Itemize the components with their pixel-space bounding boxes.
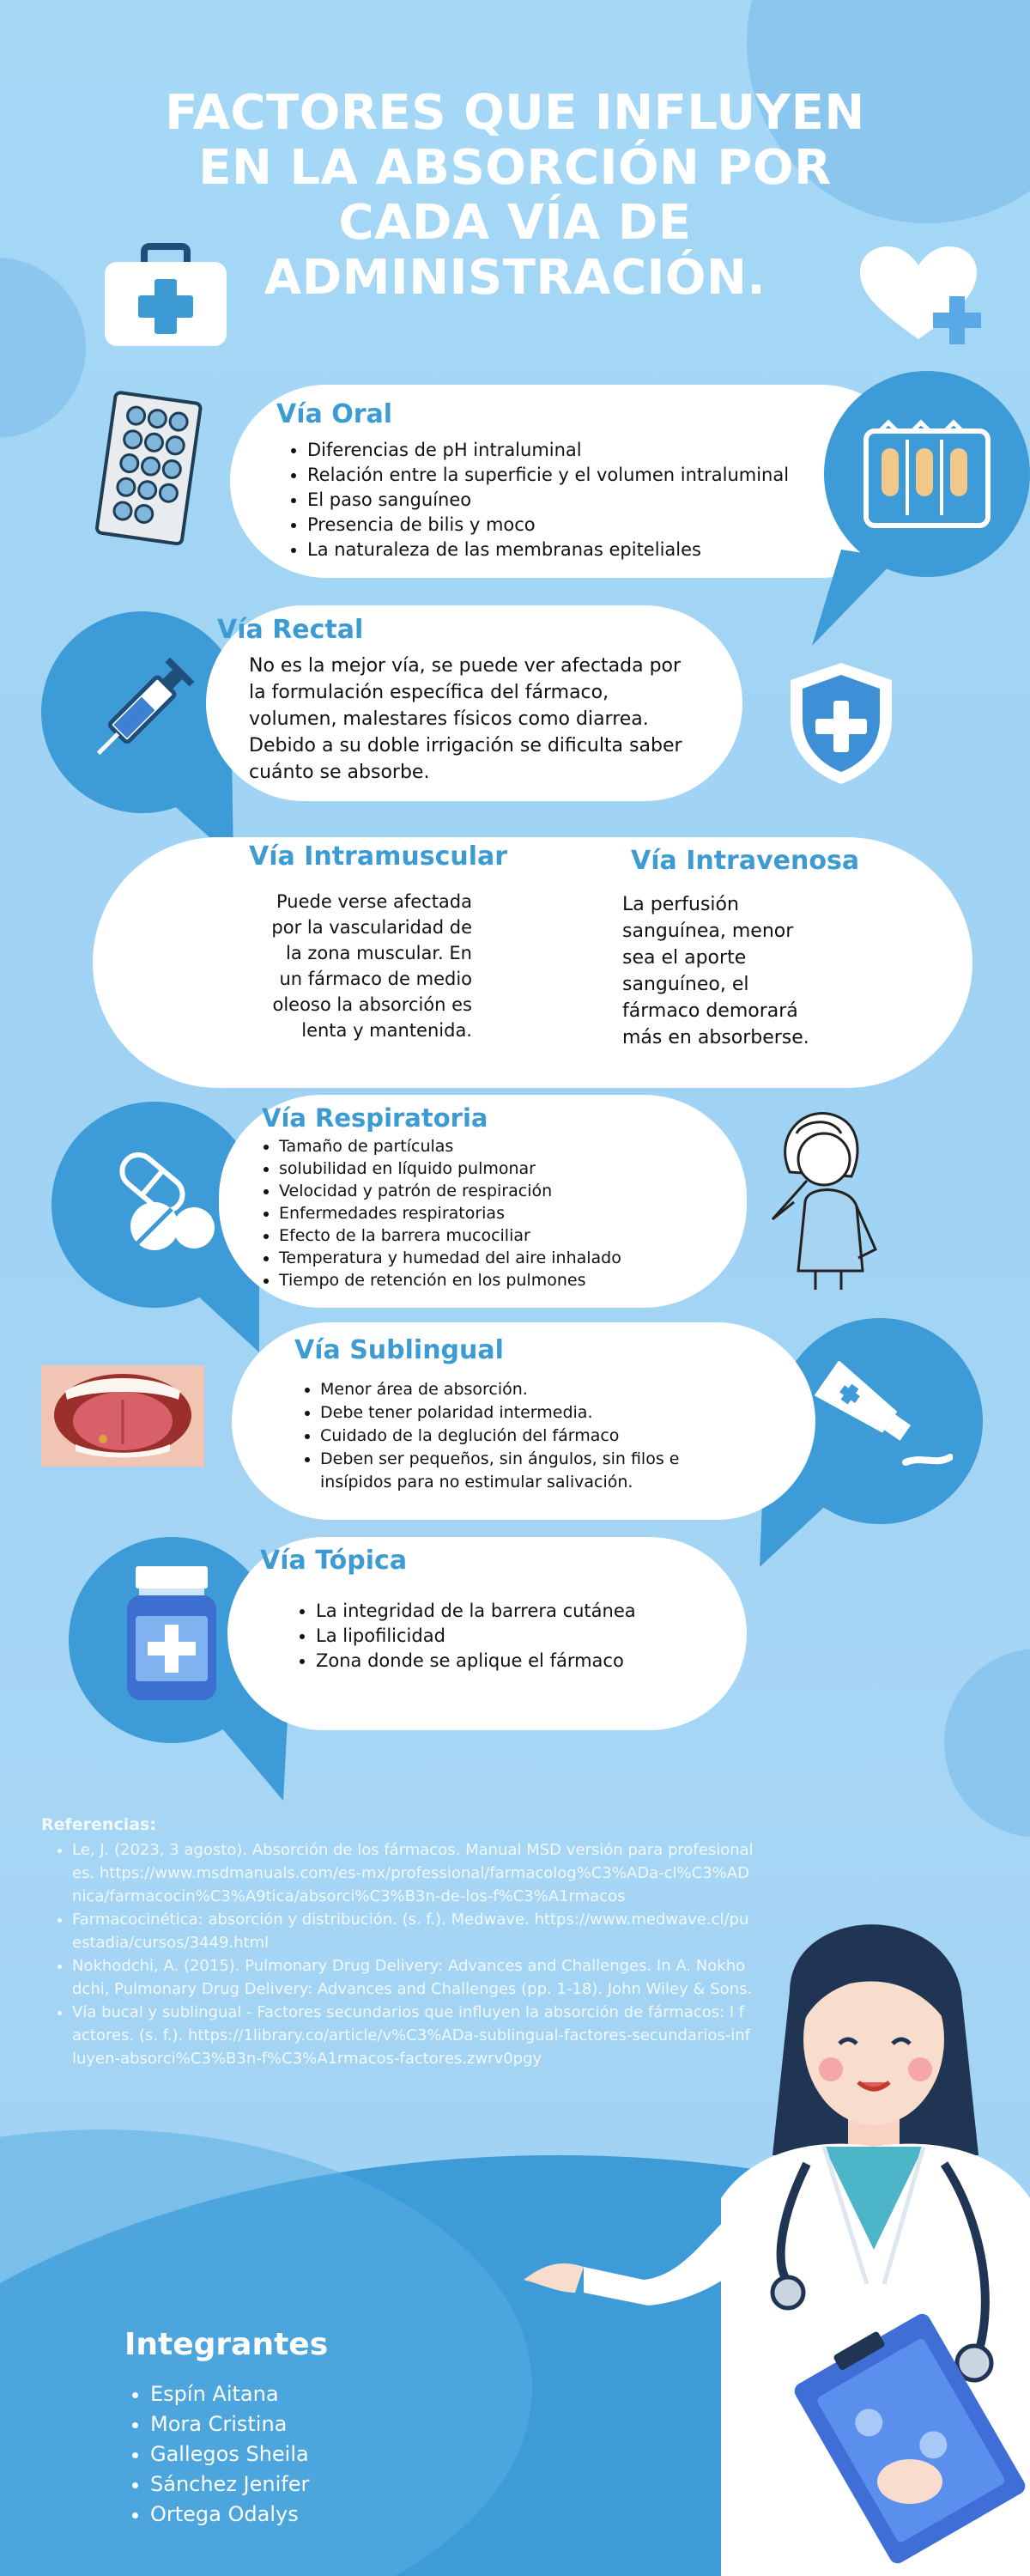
list-item: • Relación entre la superficie y el volumen intraluminal	[307, 463, 874, 488]
sublingual-heading: Vía Sublingual	[294, 1335, 504, 1365]
doctor-illustration	[464, 1889, 1030, 2576]
intravenosa-text: La perfusión sanguínea, menor sea el aporte sanguíneo, el fármaco demorará más en absorberse.	[622, 894, 809, 1048]
capsule-tablet-icon	[101, 1142, 221, 1262]
team-member: • Mora Cristina	[150, 2409, 328, 2439]
page-title: FACTORES QUE INFLUYEN EN LA ABSORCIÓN POR CADA VÍA DE ADMINISTRACIÓN.	[165, 85, 865, 306]
team-section	[124, 2327, 328, 2530]
intramuscular-text: Puede verse afectada por la vascularidad de la zona muscular. En un fármaco de medio oleoso la absorción es lenta y mantenida.	[271, 891, 472, 1041]
list-item: • Menor área de absorción.	[320, 1378, 749, 1401]
list-item: • Presencia de bilis y moco	[307, 513, 874, 538]
list-item: • Efecto de la barrera mucociliar	[279, 1224, 760, 1247]
ointment-tube-icon	[803, 1361, 953, 1473]
list-item: • Tiempo de retención en los pulmones	[279, 1269, 760, 1291]
mouth-tongue-photo	[41, 1365, 204, 1467]
syringe-icon	[73, 640, 215, 777]
team-member: • Sánchez Jenifer	[150, 2470, 328, 2500]
list-item: • solubilidad en líquido pulmonar	[279, 1157, 760, 1180]
topica-heading: Vía Tópica	[260, 1546, 408, 1576]
medicine-bottle-icon	[120, 1563, 223, 1704]
respiratoria-list	[255, 1135, 760, 1291]
rectal-heading: Vía Rectal	[217, 615, 364, 645]
oral-list	[283, 438, 874, 562]
list-item: • Velocidad y patrón de respiración	[279, 1180, 760, 1202]
pill-blister-icon	[90, 391, 210, 550]
list-item: • La naturaleza de las membranas epiteliales	[307, 538, 874, 562]
girl-coughing-illustration	[755, 1099, 888, 1292]
list-item: • Debe tener polaridad intermedia.	[320, 1401, 749, 1425]
reference-item: • Farmacocinética: absorción y distribución. (s. f.). Medwave. https://www.medwave.cl/puestadia/cursos/3449.html	[72, 1908, 754, 1954]
topica-list	[292, 1599, 728, 1674]
team-heading: Integrantes	[124, 2327, 329, 2362]
list-item: • Zona donde se aplique el fármaco	[316, 1649, 728, 1674]
list-item: • La lipofilicidad	[316, 1624, 728, 1649]
reference-item: • Le, J. (2023, 3 agosto). Absorción de los fármacos. Manual MSD versión para profesionales. https://www.msdmanuals.com/es-mx/professional/farmacolog%C3%ADa-cl%C3%ADnica/farmacocin%C3%A9tica/absorci%C3%B3n-de-los-f%C3%A1rmacos	[72, 1838, 754, 1908]
intravenosa-heading: Vía Intravenosa	[631, 846, 860, 876]
reference-item: • Vía bucal y sublingual - Factores secundarios que influyen la absorción de fármacos: l factores. (s. f.). https://1library.co/article/v%C3%ADa-sublingual-factores-secundarios-influyen-absorci%C3%B3n-f%C3%A1rmacos-factores.zwrv0pgy	[72, 2001, 754, 2070]
rectal-text: No es la mejor vía, se puede ver afectada por la formulación específica del fármaco, volumen, malestares físicos como diarrea. Debido a su doble irrigación se dificulta saber cuánto se absorbe.	[249, 655, 682, 783]
list-item: • La integridad de la barrera cutánea	[316, 1599, 728, 1624]
list-item: • El paso sanguíneo	[307, 488, 874, 513]
sublingual-list	[296, 1378, 749, 1494]
bg-circle-left	[0, 258, 86, 438]
list-item: • Enfermedades respiratorias	[279, 1202, 760, 1224]
bg-circle-right-mid	[944, 1649, 1030, 1838]
respiratoria-heading: Vía Respiratoria	[262, 1103, 488, 1133]
list-item: • Cuidado de la deglución del fármaco	[320, 1425, 749, 1448]
reference-item: • Nokhodchi, A. (2015). Pulmonary Drug Delivery: Advances and Challenges. In A. Nokhodchi, Pulmonary Drug Delivery: Advances and Challenges (pp. 1-18). John Wiley & Sons.	[72, 1954, 754, 2001]
first-aid-kit-icon	[101, 243, 230, 350]
shield-cross-icon	[785, 659, 897, 787]
heart-plus-icon	[858, 245, 987, 348]
list-item: • Tamaño de partículas	[279, 1135, 760, 1157]
list-item: • Diferencias de pH intraluminal	[307, 438, 874, 463]
capsule-strip-icon	[863, 419, 991, 531]
list-item: • Deben ser pequeños, sin ángulos, sin filos e insípidos para no estimular salivación.	[320, 1448, 749, 1494]
references-heading: Referencias:	[41, 1815, 156, 1834]
team-member: • Espín Aitana	[150, 2379, 328, 2409]
team-list	[124, 2379, 328, 2530]
list-item: • Temperatura y humedad del aire inhalado	[279, 1247, 760, 1269]
intramuscular-heading: Vía Intramuscular	[249, 841, 508, 872]
oral-bubble-tail	[807, 550, 901, 653]
team-member: • Ortega Odalys	[150, 2500, 328, 2530]
team-member: • Gallegos Sheila	[150, 2439, 328, 2470]
oral-heading: Vía Oral	[276, 399, 393, 429]
